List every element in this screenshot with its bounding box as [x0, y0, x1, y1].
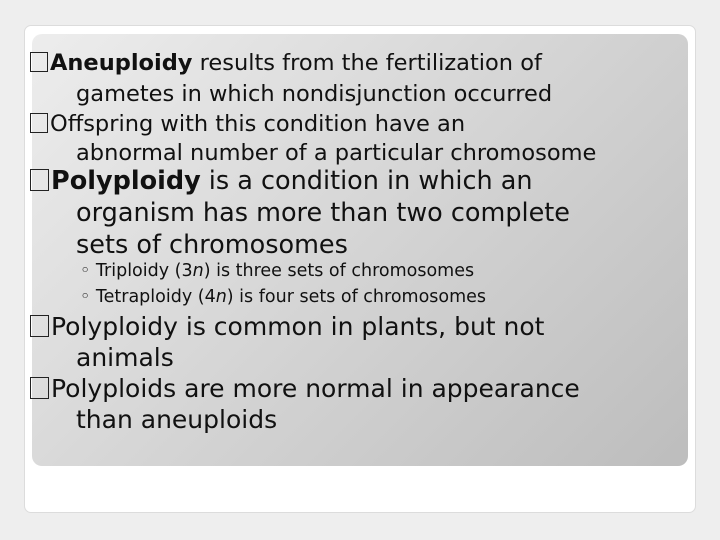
term-polyploidy: Polyploidy: [51, 166, 201, 196]
sub-item-italic: n: [215, 287, 227, 307]
item-text: animals: [76, 343, 174, 372]
bullet-item-polyploids-appearance: [30, 373, 580, 435]
sub-item-tetraploidy: [80, 284, 486, 310]
item-text: sets of chromosomes: [76, 230, 348, 260]
bullet-item-polyploidy: [30, 165, 570, 261]
sub-item-triploidy: [80, 258, 474, 284]
bullet-item-aneuploidy: [30, 48, 552, 110]
bullet-item-polyploidy-plants: [30, 311, 544, 373]
term-aneuploidy: Aneuploidy: [50, 50, 193, 76]
item-text: Polyploidy is common in plants, but not: [51, 312, 545, 341]
item-text: abnormal number of a particular chromosome: [76, 140, 597, 166]
box-bullet-icon: [30, 52, 48, 72]
sub-item-text: ) is three sets of chromosomes: [203, 261, 475, 281]
circle-bullet-icon: ◦: [80, 287, 91, 307]
sub-item-text: Tetraploidy (4: [95, 287, 216, 307]
box-bullet-icon: [30, 113, 48, 133]
item-text: than aneuploids: [76, 405, 278, 434]
box-bullet-icon: [30, 169, 49, 191]
box-bullet-icon: [30, 315, 49, 337]
item-text: is a condition in which an: [200, 166, 533, 196]
item-text: gametes in which nondisjunction occurred: [76, 81, 553, 107]
item-text: results from the fertilization of: [192, 50, 542, 76]
sub-item-text: Triploidy (3: [95, 261, 193, 281]
item-text: Polyploids are more normal in appearance: [51, 374, 580, 403]
box-bullet-icon: [30, 377, 49, 399]
sub-item-italic: n: [192, 261, 204, 281]
circle-bullet-icon: ◦: [80, 261, 91, 281]
sub-item-text: ) is four sets of chromosomes: [226, 287, 487, 307]
bullet-item-offspring: [30, 110, 596, 168]
item-text: Offspring with this condition have an: [50, 111, 466, 137]
item-text: organism has more than two complete: [76, 198, 570, 228]
